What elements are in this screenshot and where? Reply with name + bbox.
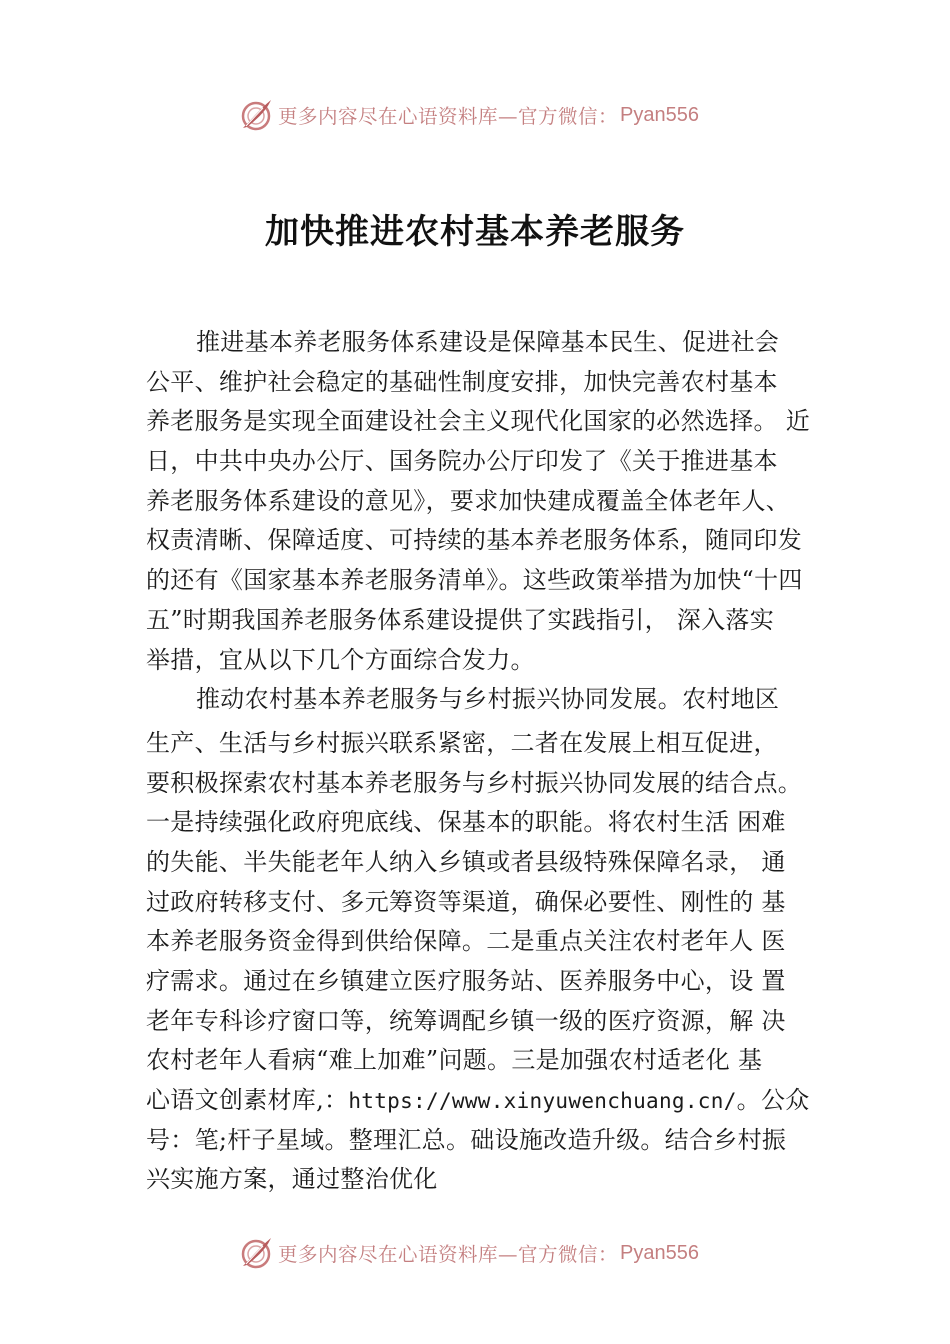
body-line: 养老服务是实现全面建设社会主义现代化国家的必然选择。 近	[146, 407, 811, 436]
document-body	[146, 323, 826, 1200]
body-line: 权责清晰、保障适度、可持续的基本养老服务体系，随同印发	[146, 526, 803, 555]
body-line: 本养老服务资金得到供给保障。二是重点关注农村老年人 医	[146, 927, 786, 956]
body-line: 生产、生活与乡村振兴联系紧密，二者在发展上相互促进，	[146, 728, 778, 757]
watermark-header	[238, 95, 699, 135]
body-line: 兴实施方案，通过整治优化	[146, 1165, 438, 1194]
quill-logo-icon	[238, 1235, 274, 1271]
body-line: 举措，宜从以下几个方面综合发力。	[146, 645, 535, 674]
body-line: 过政府转移支付、多元筹资等渠道，确保必要性、刚性的 基	[146, 887, 786, 916]
body-line: 的还有《国家基本养老服务清单》。这些政策举措为加快“十四	[146, 566, 803, 595]
watermark-footer	[238, 1233, 699, 1273]
body-line: 日，中共中央办公厅、国务院办公厅印发了《关于推进基本	[146, 447, 778, 476]
body-line: 心语文创素材库,：https://www.xinyuwenchuang.cn/。公众	[146, 1086, 810, 1115]
body-line: 农村老年人看病“难上加难”问题。三是加强农村适老化 基	[146, 1046, 763, 1075]
body-line: 要积极探索农村基本养老服务与乡村振兴协同发展的结合点。	[146, 768, 803, 797]
body-line: 老年专科诊疗窗口等，统筹调配乡镇一级的医疗资源，解 决	[146, 1006, 786, 1035]
body-line: 公平、维护社会稳定的基础性制度安排，加快完善农村基本	[146, 367, 778, 396]
quill-logo-icon	[238, 97, 274, 133]
watermark-text: 更多内容尽在心语资料库—官方微信：	[278, 1243, 619, 1266]
body-line: 推动农村基本养老服务与乡村振兴协同发展。农村地区	[196, 685, 780, 714]
watermark-wechat-id: Pyan556	[620, 103, 699, 126]
body-line: 号：笔;杆子星域。整理汇总。础设施改造升级。结合乡村振	[146, 1125, 787, 1154]
body-line: 养老服务体系建设的意见》，要求加快建成覆盖全体老年人、	[146, 486, 791, 515]
website-url: https://www.xinyuwenchuang.cn/	[348, 1089, 737, 1114]
body-line: 的失能、半失能老年人纳入乡镇或者县级特殊保障名录， 通	[146, 847, 786, 876]
body-line: 一是持续强化政府兜底线、保基本的职能。将农村生活 困难	[146, 808, 786, 837]
document-title: 加快推进农村基本养老服务	[265, 212, 685, 252]
body-line: 推进基本养老服务体系建设是保障基本民生、促进社会	[196, 328, 780, 356]
body-line: 五”时期我国养老服务体系建设提供了实践指引， 深入落实	[146, 605, 774, 634]
watermark-wechat-id: Pyan556	[620, 1241, 699, 1264]
watermark-text: 更多内容尽在心语资料库—官方微信：	[278, 105, 619, 128]
body-line: 疗需求。通过在乡镇建立医疗服务站、医养服务中心，设 置	[146, 967, 786, 995]
